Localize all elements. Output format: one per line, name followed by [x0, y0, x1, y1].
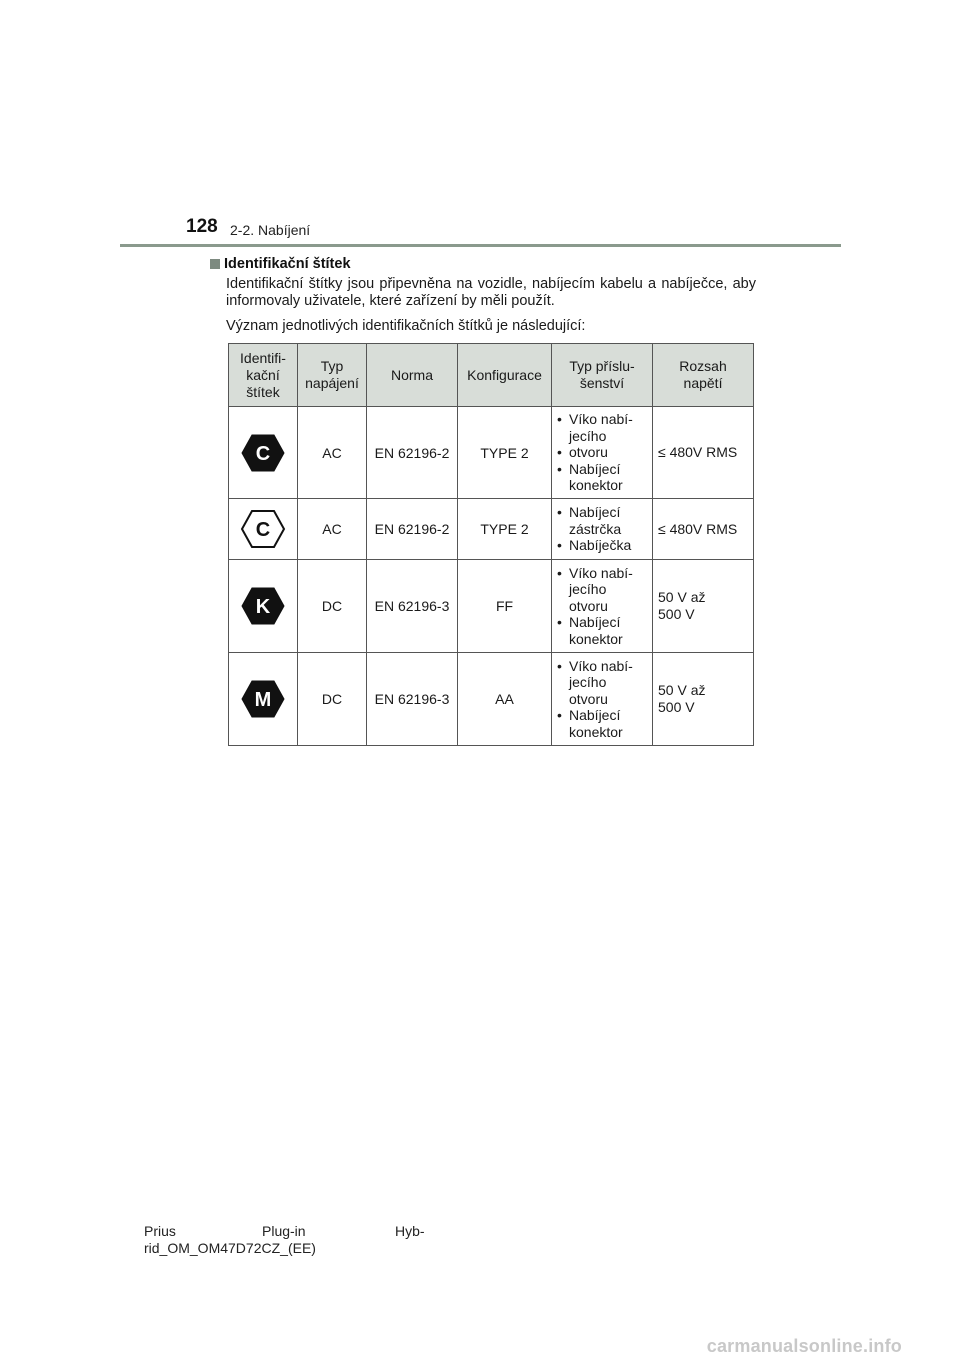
header-norm: Norma — [367, 344, 458, 407]
hexagon-letter: C — [255, 442, 271, 465]
table-row — [229, 499, 754, 560]
accessory-item: • otvoru — [556, 444, 652, 461]
label-cell — [229, 560, 298, 653]
norm-cell: EN 62196-3 — [367, 560, 458, 653]
accessory-cell — [552, 560, 653, 653]
header-divider — [120, 244, 841, 247]
watermark: carmanualsonline.info — [706, 1336, 902, 1356]
table-row — [229, 653, 754, 746]
identification-hexagon-icon — [240, 586, 286, 626]
voltage-cell: ≤ 480V RMS — [653, 407, 754, 499]
voltage-cell: ≤ 480V RMS — [653, 499, 754, 560]
hexagon-letter: K — [255, 596, 271, 618]
power-type-cell: AC — [298, 499, 367, 560]
accessory-item: • Nabíjecí konektor — [556, 707, 652, 740]
meaning-paragraph: Význam jednotlivých identifikačních štítků je následující: — [226, 318, 586, 334]
footer — [144, 1223, 425, 1257]
accessory-item: • Nabíjecí konektor — [556, 614, 652, 647]
footer-doc-code: rid_OM_OM47D72CZ_(EE) — [144, 1240, 316, 1256]
norm-cell: EN 62196-2 — [367, 407, 458, 499]
table-row — [229, 407, 754, 499]
footer-variant: Plug-in — [262, 1223, 306, 1239]
header-configuration: Konfigurace — [458, 344, 552, 407]
accessory-item: • Víko nabí- jecího otvoru — [556, 658, 652, 708]
voltage-cell: 50 V až 500 V — [653, 653, 754, 746]
table-row — [229, 560, 754, 653]
label-cell — [229, 407, 298, 499]
header-accessory-type: Typ příslu- šenství — [552, 344, 653, 407]
accessory-cell — [552, 407, 653, 499]
accessory-cell — [552, 499, 653, 560]
header-power-type: Typ napájení — [298, 344, 367, 407]
square-bullet-icon — [210, 259, 220, 269]
accessory-item: • Víko nabí- jecího otvoru — [556, 565, 652, 615]
section-heading — [210, 256, 351, 272]
accessory-item: • Nabíjecí zástrčka — [556, 504, 652, 537]
configuration-cell: TYPE 2 — [458, 407, 552, 499]
accessory-item: • Víko nabí- jecího — [556, 411, 652, 444]
page-number: 128 — [186, 216, 218, 237]
voltage-cell: 50 V až 500 V — [653, 560, 754, 653]
configuration-cell: TYPE 2 — [458, 499, 552, 560]
accessory-cell — [552, 653, 653, 746]
footer-hybrid: Hyb- — [395, 1223, 425, 1239]
norm-cell: EN 62196-3 — [367, 653, 458, 746]
hexagon-letter: C — [255, 519, 271, 541]
identification-hexagon-icon — [240, 433, 286, 473]
norm-cell: EN 62196-2 — [367, 499, 458, 560]
heading-text: Identifikační štítek — [224, 256, 351, 272]
power-type-cell: DC — [298, 653, 367, 746]
configuration-cell: AA — [458, 653, 552, 746]
intro-paragraph: Identifikační štítky jsou připevněna na vozidle, nabíjecím kabelu a nabíječce, aby informovaly uživatele, které zařízení by měli použít. — [226, 276, 756, 309]
hexagon-letter: M — [254, 689, 272, 711]
section-title: 2-2. Nabíjení — [230, 222, 311, 238]
label-cell — [229, 653, 298, 746]
label-cell — [229, 499, 298, 560]
power-type-cell: AC — [298, 407, 367, 499]
header-voltage-range: Rozsah napětí — [653, 344, 754, 407]
header-label: Identifi- kační štítek — [229, 344, 298, 407]
identification-hexagon-icon — [240, 509, 286, 549]
accessory-item: • Nabíječka — [556, 537, 652, 554]
accessory-item: • Nabíjecí konektor — [556, 461, 652, 494]
table-header-row — [229, 344, 754, 407]
identification-hexagon-icon — [240, 679, 286, 719]
configuration-cell: FF — [458, 560, 552, 653]
identification-table — [228, 343, 754, 746]
footer-model: Prius — [144, 1223, 176, 1239]
power-type-cell: DC — [298, 560, 367, 653]
